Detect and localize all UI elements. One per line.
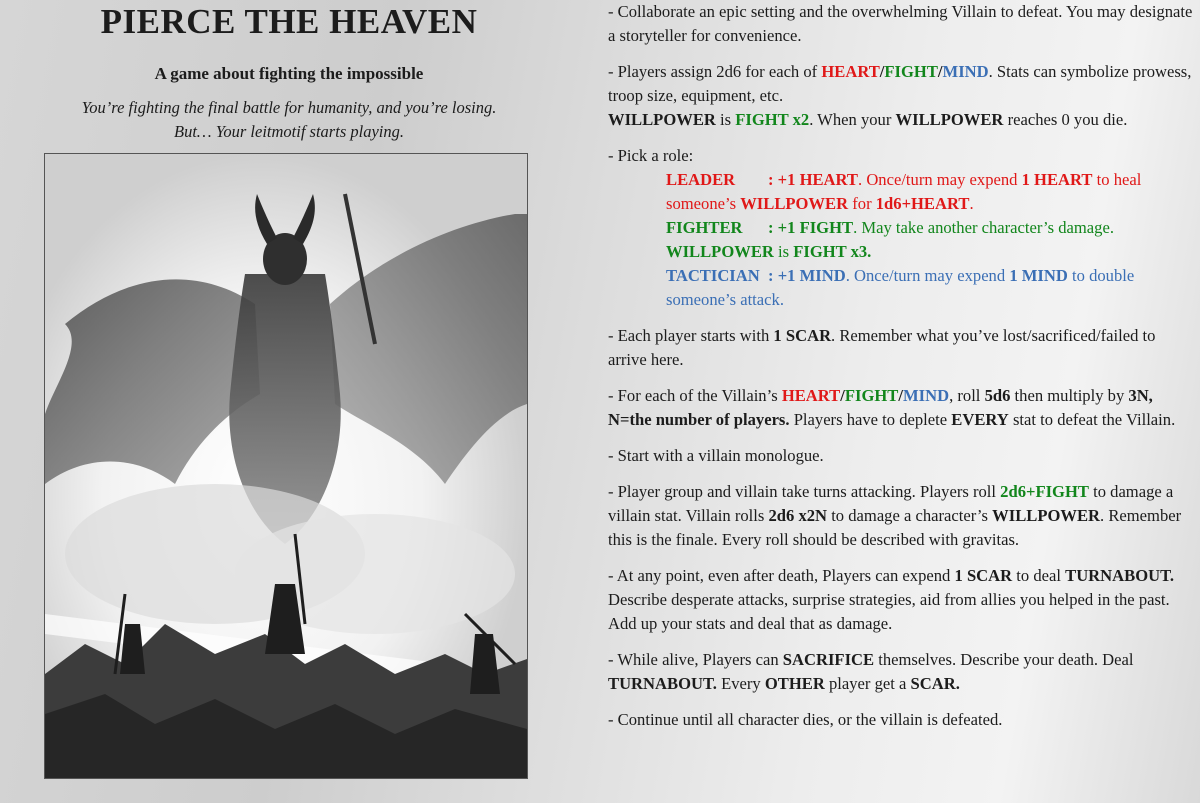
turnabout-keyword: TURNABOUT. <box>1065 566 1175 585</box>
role-list <box>666 168 1198 312</box>
stat-willpower: WILLPOWER <box>992 506 1101 525</box>
rule-turnabout-text: to deal <box>1012 566 1066 585</box>
scar-cost: 1 SCAR <box>954 566 1013 585</box>
stat-willpower: WILLPOWER <box>608 110 716 129</box>
game-subtitle: A game about fighting the impossible <box>154 64 424 83</box>
role-fighter-text: . May take another character’s damage. <box>853 218 1114 237</box>
rule-monologue: - Start with a villain monologue. <box>608 446 824 465</box>
rule-villain-text: stat to defeat the Villain. <box>1008 410 1176 429</box>
rule-sacrifice-text: Every <box>716 674 765 693</box>
role-leader-text: for <box>848 194 876 213</box>
game-tagline <box>0 96 578 144</box>
rule-villain-text: , roll <box>949 386 985 405</box>
rule-end: - Continue until all character dies, or the villain is defeated. <box>608 710 1003 729</box>
role-fighter-bonus: : +1 FIGHT <box>768 218 854 237</box>
rule-turns-text: to damage a villain stat. Villain rolls <box>608 482 1174 525</box>
stat-willpower: WILLPOWER <box>895 110 1004 129</box>
rule-villain-text: Players have to deplete <box>789 410 952 429</box>
role-leader-text: to heal someone’s <box>666 170 1142 213</box>
cover-illustration <box>44 153 528 779</box>
rule-stats <box>608 60 1198 132</box>
rule-scar <box>608 324 1198 372</box>
rule-scar-text: . Remember what you’ve lost/sacrificed/failed to arrive here. <box>608 326 1156 369</box>
stat-slash: / <box>879 62 885 81</box>
rule-turns <box>608 480 1198 552</box>
rule-turns-text: to damage a character’s <box>827 506 993 525</box>
rule-villain-text: - For each of the Villain’s <box>608 386 782 405</box>
role-leader-text: . <box>969 194 974 213</box>
stat-mind: MIND <box>902 386 950 405</box>
stat-fight: FIGHT <box>884 62 938 81</box>
role-tactician-bonus: : +1 MIND <box>768 266 846 285</box>
stat-heart: HEART <box>781 386 841 405</box>
role-fighter-willpower: WILLPOWER <box>666 242 774 261</box>
other-keyword: OTHER <box>764 674 825 693</box>
rule-stats-text: . When your <box>809 110 896 129</box>
rule-villain-text: then multiply by <box>1010 386 1129 405</box>
role-tactician-text: to double someone’s attack. <box>666 266 1135 309</box>
rule-turns-text: . Remember this is the finale. Every roll should be described with gravitas. <box>608 506 1182 549</box>
rule-sacrifice-text: themselves. Describe your death. Deal <box>874 650 1134 669</box>
scar-count: 1 SCAR <box>773 326 832 345</box>
stat-slash: / <box>840 386 845 405</box>
stat-fight-x2: FIGHT x2 <box>735 110 810 129</box>
game-title: PIERCE THE HEAVEN <box>100 2 478 41</box>
every-keyword: EVERY <box>951 410 1009 429</box>
role-leader <box>666 168 1198 216</box>
role-leader-name: LEADER <box>666 170 736 189</box>
role-leader-bonus: : +1 HEART <box>768 170 859 189</box>
rule-stats-text: is <box>715 110 736 129</box>
role-leader-cost: 1 HEART <box>1021 170 1093 189</box>
rule-scar-text: - Each player starts with <box>608 326 774 345</box>
rule-roles-intro: - Pick a role: <box>608 146 694 165</box>
rule-stats-text: . Stats can symbolize prowess, troop size, equipment, etc. <box>608 62 1192 105</box>
left-column <box>0 0 578 803</box>
stat-mind: MIND <box>942 62 989 81</box>
rule-turns-text: - Player group and villain take turns attacking. Players roll <box>608 482 1001 501</box>
role-tactician <box>666 264 1198 312</box>
rule-setting: - Collaborate an epic setting and the overwhelming Villain to defeat. You may designate a storyteller for convenience. <box>608 2 1193 45</box>
role-leader-willpower: WILLPOWER <box>740 194 849 213</box>
rule-villain-stats <box>608 384 1198 432</box>
rule-sacrifice-text: - While alive, Players can <box>608 650 783 669</box>
role-fighter-name: FIGHTER <box>666 218 743 237</box>
stat-slash: / <box>898 386 903 405</box>
player-roll: 2d6+FIGHT <box>1000 482 1089 501</box>
rule-turnabout-text: Describe desperate attacks, surprise strategies, aid from allies you helped in the past. Add up your stats and deal that as damage. <box>608 590 1170 633</box>
villain-multiplier: 3N, N=the number of players. <box>608 386 1153 429</box>
role-fighter-x3: FIGHT x3. <box>793 242 872 261</box>
stat-slash: / <box>937 62 943 81</box>
villain-dice: 5d6 <box>984 386 1011 405</box>
sacrifice-keyword: SACRIFICE <box>782 650 875 669</box>
rule-sacrifice-text: player get a <box>824 674 911 693</box>
villain-roll: 2d6 x2N <box>768 506 828 525</box>
role-fighter <box>666 216 1198 264</box>
role-leader-heal: 1d6+HEART <box>875 194 970 213</box>
tagline-line-2: But… Your leitmotif starts playing. <box>174 122 404 141</box>
rule-sacrifice <box>608 648 1198 696</box>
rule-stats-text: - Players assign 2d6 for each of <box>608 62 822 81</box>
stat-heart: HEART <box>821 62 880 81</box>
role-fighter-text: is <box>773 242 794 261</box>
stat-fight: FIGHT <box>844 386 899 405</box>
role-leader-text: . Once/turn may expend <box>858 170 1022 189</box>
role-tactician-text: . Once/turn may expend <box>845 266 1010 285</box>
turnabout-keyword: TURNABOUT. <box>608 674 717 693</box>
rule-turnabout-text: - At any point, even after death, Players can expend <box>608 566 955 585</box>
rule-turnabout <box>608 564 1198 636</box>
rules-column <box>608 0 1198 744</box>
rule-stats-text: reaches 0 you die. <box>1003 110 1128 129</box>
role-tactician-name: TACTICIAN <box>666 266 760 285</box>
scar-keyword: SCAR. <box>910 674 960 693</box>
role-tactician-cost: 1 MIND <box>1009 266 1068 285</box>
tagline-line-1: You’re fighting the final battle for humanity, and you’re losing. <box>81 98 497 117</box>
villain-battle-illustration <box>45 154 527 778</box>
